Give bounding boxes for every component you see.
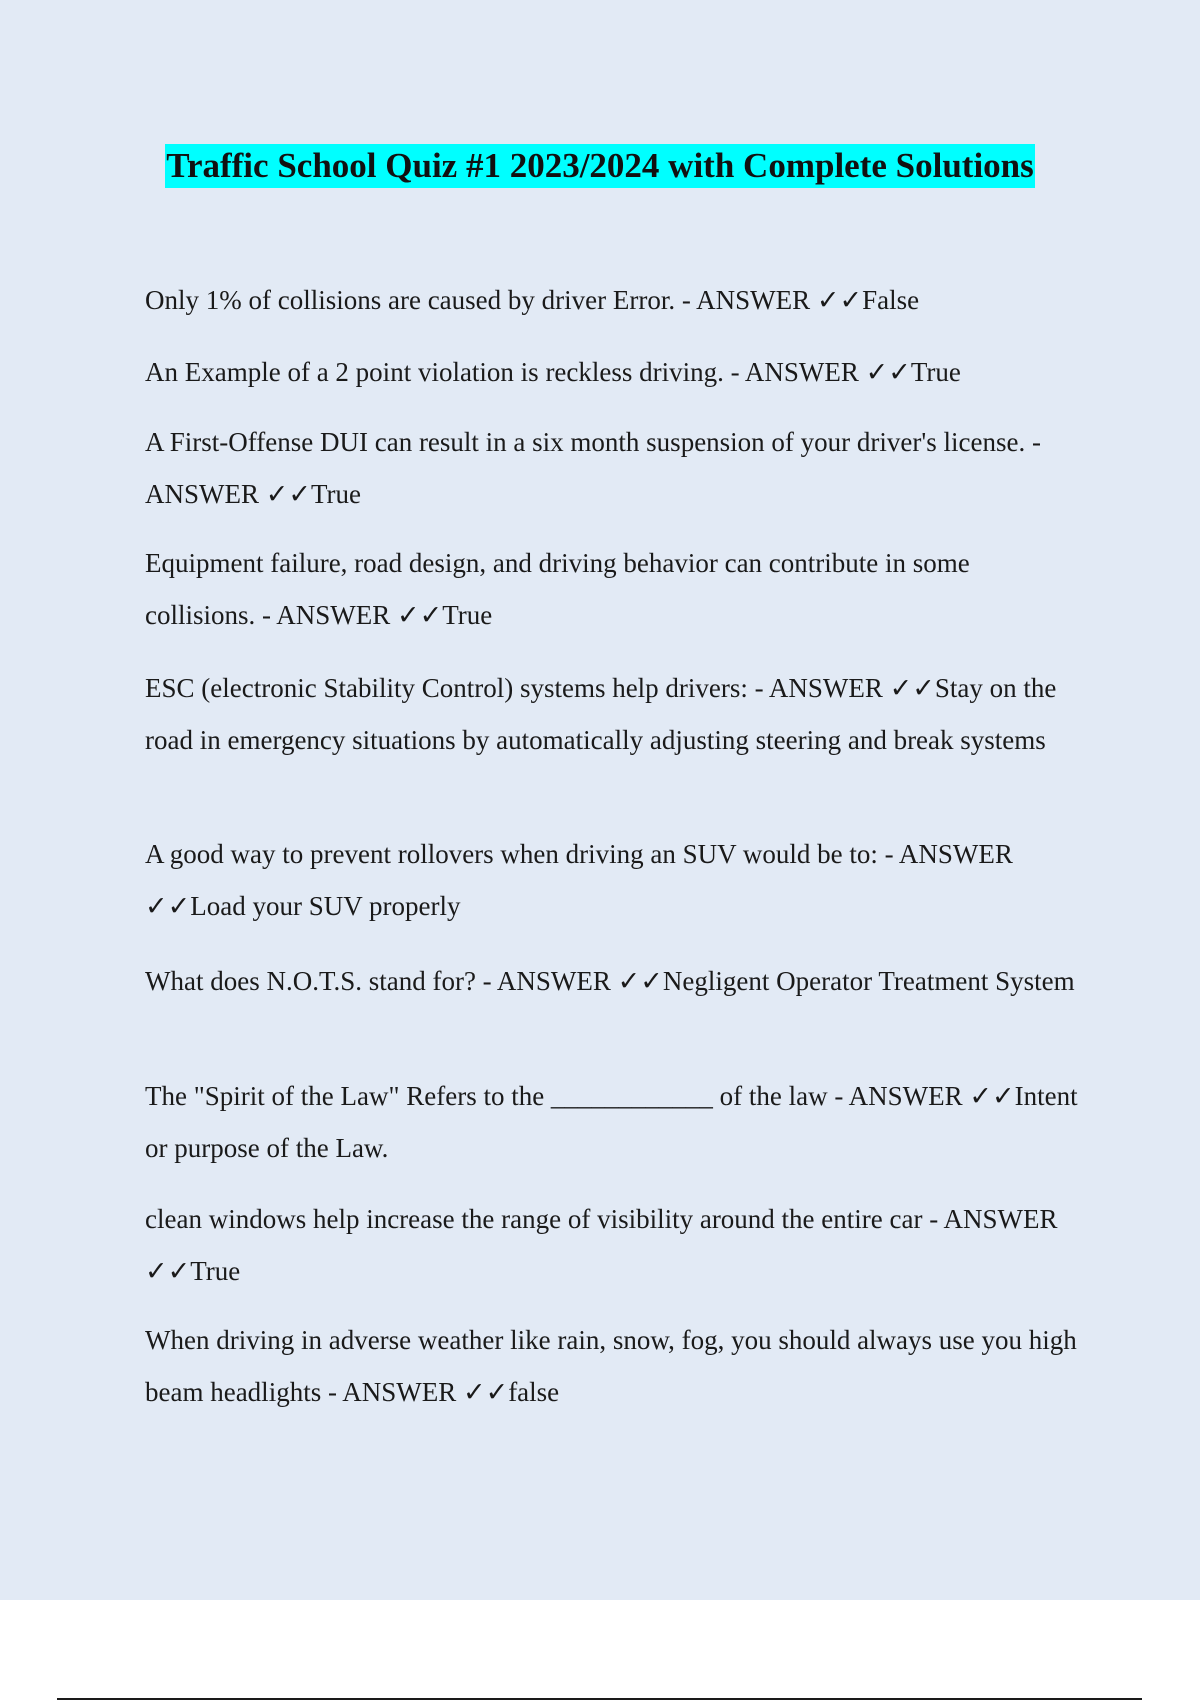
qa-item-6: A good way to prevent rollovers when driving an SUV would be to: - ANSWER ✓✓Load your SUV properly: [145, 839, 1013, 921]
qa-item-4: Equipment failure, road design, and driving behavior can contribute in some collisions. - ANSWER ✓✓True: [145, 548, 970, 630]
qa-item-5: ESC (electronic Stability Control) systems help drivers: - ANSWER ✓✓Stay on the road in emergency situations by automatically adjusting steering and break systems: [145, 673, 1057, 755]
qa-item-8: The "Spirit of the Law" Refers to the ____________ of the law - ANSWER ✓✓Intent or purpose of the Law.: [145, 1081, 1078, 1163]
title-container: [0, 144, 1200, 188]
qa-item-10: When driving in adverse weather like rain, snow, fog, you should always use you high beam headlights - ANSWER ✓✓false: [145, 1325, 1077, 1407]
qa-item-1: Only 1% of collisions are caused by driver Error. - ANSWER ✓✓False: [145, 285, 920, 315]
qa-item-2: An Example of a 2 point violation is reckless driving. - ANSWER ✓✓True: [145, 357, 961, 387]
document-title: Traffic School Quiz #1 2023/2024 with Complete Solutions: [165, 144, 1035, 188]
qa-item-3: A First-Offense DUI can result in a six month suspension of your driver's license. - ANSWER ✓✓True: [145, 427, 1041, 509]
qa-item-9: clean windows help increase the range of visibility around the entire car - ANSWER ✓✓True: [145, 1204, 1058, 1286]
qa-item-7: What does N.O.T.S. stand for? - ANSWER ✓✓Negligent Operator Treatment System: [145, 966, 1075, 996]
